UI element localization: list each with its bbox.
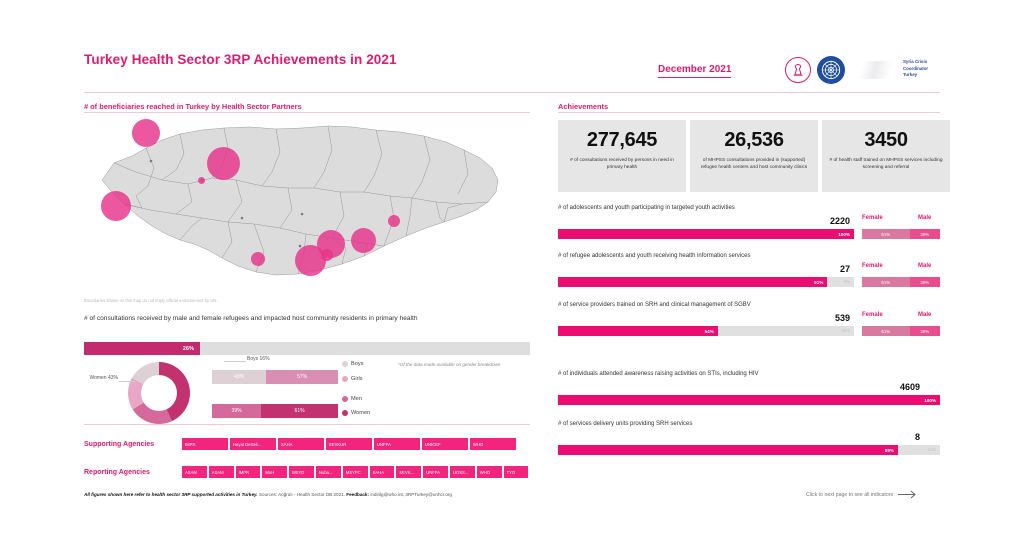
indicator-progress-track-0 bbox=[558, 229, 854, 239]
leader-line-women bbox=[119, 381, 135, 382]
indicator-male-share-0: 39% bbox=[910, 229, 940, 239]
indicator-progress-pct-1: 91% bbox=[814, 279, 824, 285]
map-section-divider bbox=[84, 112, 530, 113]
legend-label-boys: Boys bbox=[351, 361, 364, 367]
supporting-agencies-label: Supporting Agencies bbox=[84, 441, 155, 448]
footer-feedback-label: Feedback: bbox=[346, 492, 370, 497]
adults-bar-men: 39% bbox=[212, 404, 261, 418]
legend-label-girls: Girls bbox=[351, 376, 363, 382]
indicator-value-3: 4609 bbox=[899, 382, 920, 392]
reporting-agency-tag-8[interactable]: SEVK... bbox=[396, 466, 421, 478]
indicator-male-share-1: 39% bbox=[910, 277, 940, 287]
consultations-progress-track bbox=[84, 342, 530, 355]
legend-item-boys bbox=[342, 361, 363, 367]
consultations-label: # of consultations received by male and female refugees and impacted host community residents in primary health bbox=[84, 315, 418, 322]
indicator-progress-pct-4: 89% bbox=[884, 447, 894, 453]
indicator-progress-fill-2 bbox=[558, 326, 718, 336]
reporting-agency-tag-3[interactable]: MoH bbox=[262, 466, 287, 478]
reporting-agency-tag-2[interactable]: IMPR bbox=[236, 466, 261, 478]
stat-value-2: 3450 bbox=[864, 129, 908, 151]
indicator-progress-fill-0 bbox=[558, 229, 854, 239]
indicator-label-0: # of adolescents and youth participating in targeted youth activities bbox=[558, 205, 735, 211]
page-header bbox=[0, 0, 1024, 92]
map-section-title: # of beneficiaries reached in Turkey by Health Sector Partners bbox=[84, 102, 302, 111]
indicator-progress-track-4 bbox=[558, 445, 940, 455]
legend-dot-women bbox=[342, 410, 348, 416]
donut-section-divider bbox=[84, 424, 530, 425]
map-bubble-mardin bbox=[388, 215, 400, 227]
reporting-agency-tag-6[interactable]: MSYPC bbox=[343, 466, 368, 478]
indicator-female-share-1: 61% bbox=[862, 277, 910, 287]
indicator-progress-pct-0: 100% bbox=[838, 231, 850, 237]
map-bubble-ankara bbox=[207, 147, 240, 180]
indicator-remaining-pct-2: 46% bbox=[841, 328, 850, 333]
page-title: Turkey Health Sector 3RP Achievements in 2021 bbox=[84, 52, 397, 67]
stat-caption-0: # of consultations received by persons in need in primary health bbox=[570, 158, 674, 170]
map-bubble-istanbul bbox=[132, 119, 160, 147]
reporting-agency-tag-4[interactable]: MSYD bbox=[289, 466, 314, 478]
reporting-agency-tag-11[interactable]: WHO bbox=[477, 466, 502, 478]
indicator-label-1: # of refugee adolescents and youth receiving health information services bbox=[558, 253, 751, 259]
indicator-remaining-pct-4: 11% bbox=[927, 447, 936, 452]
indicator-label-4: # of services delivery units providing SRH services bbox=[558, 421, 693, 427]
stat-box-0 bbox=[558, 120, 686, 192]
legend-item-women bbox=[342, 410, 370, 416]
un-logo-icon bbox=[817, 56, 845, 84]
turkey-bubble-map bbox=[84, 118, 529, 298]
indicator-gender-split-1 bbox=[862, 277, 940, 287]
indicator-value-0: 2220 bbox=[829, 216, 850, 226]
indicator-gender-split-2 bbox=[862, 326, 940, 336]
indicator-progress-track-3 bbox=[558, 395, 940, 405]
footer-main-text: All figures shown here refer to health sector 3RP supported activities in Turkey. bbox=[84, 492, 258, 497]
children-bar-boys: 43% bbox=[212, 370, 266, 384]
consultations-progress-pct: 26% bbox=[182, 345, 194, 352]
supporting-agency-tag-5[interactable]: UNICEF bbox=[422, 438, 468, 450]
map-disclaimer: Boundaries shown on this map do not imply official endorsement by UN. bbox=[84, 298, 218, 303]
indicator-female-header-0: Female bbox=[862, 215, 883, 221]
indicator-progress-fill-4 bbox=[558, 445, 898, 455]
indicator-female-header-2: Female bbox=[862, 312, 883, 318]
indicator-progress-pct-2: 54% bbox=[704, 328, 714, 334]
legend-dot-girls bbox=[342, 376, 348, 382]
reporting-agency-tag-0[interactable]: ASAM bbox=[182, 466, 207, 478]
legend-label-men: Men bbox=[351, 396, 362, 402]
supporting-agency-tag-2[interactable]: SAHA bbox=[278, 438, 324, 450]
indicator-progress-track-2 bbox=[558, 326, 854, 336]
indicator-male-header-1: Male bbox=[918, 263, 932, 269]
header-divider bbox=[84, 92, 940, 93]
arrow-right-icon bbox=[898, 490, 918, 499]
reporting-agency-tag-10[interactable]: UOSS... bbox=[450, 466, 475, 478]
footer-feedback-value: indirilg@who.int, 3RPTurkey@unhcr.org bbox=[370, 492, 452, 497]
supporting-agency-tag-1[interactable]: Hayat Destek... bbox=[230, 438, 276, 450]
indicator-label-3: # of individuals attended awareness raising activities on STIs, including HIV bbox=[558, 371, 759, 377]
donut-ring bbox=[128, 362, 190, 424]
achievements-section-divider bbox=[558, 112, 940, 113]
map-bubble-bursa bbox=[198, 177, 205, 184]
footer-note bbox=[84, 492, 644, 497]
stat-box-2 bbox=[822, 120, 950, 192]
indicator-female-share-2: 61% bbox=[862, 326, 910, 336]
legend-item-girls bbox=[342, 376, 363, 382]
reporting-agencies-label: Reporting Agencies bbox=[84, 469, 150, 476]
indicator-male-header-0: Male bbox=[918, 215, 932, 221]
partner-logo-icon bbox=[853, 61, 899, 79]
syria-crisis-coordinator-logo-label: Syria Crisis Coordinator Turkey bbox=[903, 59, 929, 78]
supporting-agency-tag-3[interactable]: SEVKUR bbox=[326, 438, 372, 450]
supporting-agency-tag-0[interactable]: IMPR bbox=[182, 438, 228, 450]
indicator-remaining-pct-1: 9% bbox=[843, 279, 850, 284]
indicator-label-2: # of service providers trained on SRH and clinical management of SGBV bbox=[558, 302, 751, 308]
indicator-progress-fill-1 bbox=[558, 277, 827, 287]
adults-bar-women: 61% bbox=[261, 404, 338, 418]
children-gender-bar bbox=[212, 370, 338, 384]
reporting-agency-tag-5[interactable]: Nuba... bbox=[316, 466, 341, 478]
legend-dot-boys bbox=[342, 361, 348, 367]
gender-donut-chart bbox=[110, 358, 190, 430]
ministry-health-logo-icon bbox=[785, 57, 811, 83]
indicator-gender-split-0 bbox=[862, 229, 940, 239]
achievements-section-title: Achievements bbox=[558, 102, 609, 111]
gender-breakdown-footnote: *Of the data made available on gender breakdown bbox=[398, 362, 501, 367]
reporting-agencies-list bbox=[182, 466, 528, 478]
indicator-value-2: 539 bbox=[834, 313, 850, 323]
legend-label-women: Women bbox=[351, 410, 371, 416]
indicator-progress-pct-3: 100% bbox=[924, 397, 936, 403]
supporting-agency-tag-6[interactable]: WHO bbox=[470, 438, 516, 450]
donut-label-boys: Boys 16% bbox=[247, 356, 270, 362]
indicator-female-share-0: 61% bbox=[862, 229, 910, 239]
next-page-link[interactable] bbox=[806, 490, 918, 499]
supporting-agency-tag-4[interactable]: UNFPA bbox=[374, 438, 420, 450]
indicator-value-1: 27 bbox=[839, 264, 850, 274]
reporting-agency-tag-12[interactable]: TYO bbox=[504, 466, 529, 478]
stat-caption-2: # of health staff trained on MHPSS services including screening and referral bbox=[829, 158, 943, 170]
map-bubble-izmir bbox=[101, 191, 131, 221]
map-bubble-sanliurfa bbox=[351, 228, 376, 253]
indicator-male-share-2: 39% bbox=[910, 326, 940, 336]
stat-caption-1: of MHPSS consultations provided in (supported) refugee health centers and host community clinics bbox=[700, 158, 808, 170]
footer-sources: Sources: Aoğrulı - Health Sector DB 2021. bbox=[258, 492, 346, 497]
donut-label-women: Women 43% bbox=[89, 375, 118, 381]
leader-line-boys bbox=[224, 361, 246, 362]
indicator-progress-fill-3 bbox=[558, 395, 940, 405]
indicator-male-header-2: Male bbox=[918, 312, 932, 318]
indicator-female-header-1: Female bbox=[862, 263, 883, 269]
legend-item-men bbox=[342, 396, 362, 402]
logo-group bbox=[785, 55, 945, 87]
map-bubble-kilis bbox=[321, 249, 333, 261]
consultations-progress-fill bbox=[84, 342, 200, 355]
reporting-agency-tag-9[interactable]: UNFPA bbox=[423, 466, 448, 478]
map-bubble-antalya bbox=[251, 252, 265, 266]
stat-value-1: 26,536 bbox=[724, 129, 784, 151]
children-bar-girls: 57% bbox=[266, 370, 338, 384]
next-page-label: Click to next page to see all indicators bbox=[806, 491, 894, 498]
indicator-progress-track-1 bbox=[558, 277, 854, 287]
reporting-agency-tag-7[interactable]: SAHA bbox=[370, 466, 395, 478]
stat-box-1 bbox=[690, 120, 818, 192]
adults-gender-bar bbox=[212, 404, 338, 418]
indicator-value-4: 8 bbox=[914, 432, 920, 442]
legend-dot-men bbox=[342, 396, 348, 402]
stat-value-0: 277,645 bbox=[586, 129, 658, 151]
reporting-agency-tag-1[interactable]: ASAM bbox=[209, 466, 234, 478]
report-date: December 2021 bbox=[658, 64, 731, 78]
supporting-agencies-list bbox=[182, 438, 516, 450]
